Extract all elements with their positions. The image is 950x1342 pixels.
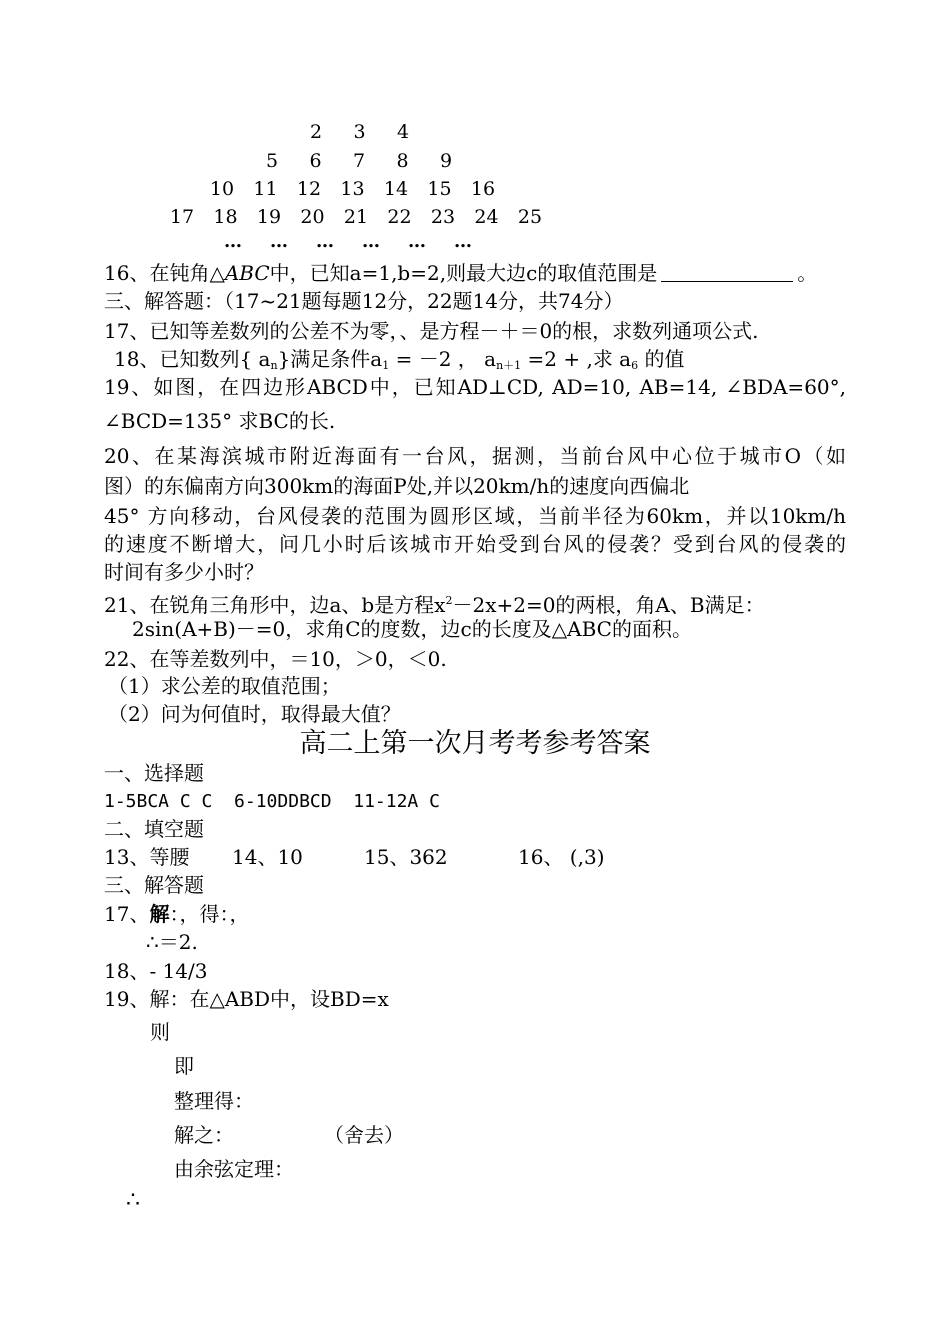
triangle-number: 15 — [427, 178, 452, 200]
triangle-number: 25 — [517, 206, 543, 228]
triangle-number: 3 — [353, 121, 366, 143]
answer-18: 18、- 14/3 — [104, 959, 208, 983]
answer-19-therefore: ∴ — [126, 1188, 140, 1213]
question-19-line-2: ∠BCD=135° 求BC的长. — [104, 409, 336, 433]
answer-19-yuxian: 由余弦定理： — [174, 1157, 294, 1181]
triangle-number: 6 — [309, 150, 322, 172]
question-18: 18、已知数列{ $a_n$}满足条件$a_1 = -2$ ， $a_{n+1} =2$ + ,求 $a_6$ 的值 — [114, 347, 685, 372]
triangle-ellipsis: … — [224, 231, 243, 252]
question-20-line-2: 图）的东偏南方向300km的海面P处,并以20km/h的速度向西偏北 — [104, 474, 690, 498]
question-20-line-5: 时间有多少小时？ — [104, 560, 264, 584]
triangle-number: 17 — [169, 206, 195, 228]
question-20-line-3: 45° 方向移动，台风侵袭的范围为圆形区域，当前半径为60km，并以10km/h — [104, 504, 846, 528]
triangle-number: 10 — [209, 178, 235, 200]
fill-answer-13: 13、等腰 — [104, 845, 190, 869]
question-20-line-4: 的速度不断增大，问几小时后该城市开始受到台风的侵袭？受到台风的侵袭的 — [104, 532, 846, 556]
answer-19-ze: 则 — [150, 1020, 170, 1044]
triangle-number: 22 — [387, 206, 412, 228]
answer-19-jiezhi: 解之： — [174, 1123, 234, 1147]
answer-section-1: 一、选择题 — [104, 761, 204, 785]
fill-answer-14: 14、10 — [232, 845, 303, 869]
answer-19-ji: 即 — [174, 1054, 194, 1078]
triangle-number: 11 — [253, 178, 278, 200]
question-16: 16、在钝角△ABC中，已知a=1,b=2,则最大边c的取值范围是 。 — [104, 261, 818, 285]
triangle-number: 16 — [470, 178, 496, 200]
answer-key-title: 高二上第一次月考考参考答案 — [299, 728, 651, 759]
answer-section-2: 二、填空题 — [104, 817, 204, 841]
fill-answer-15: 15、362 — [364, 845, 448, 869]
triangle-ellipsis: … — [362, 231, 381, 252]
triangle-number: 13 — [340, 178, 365, 200]
question-21-line-2: 2sin(A+B)－=0，求角C的度数，边c的长度及△ABC的面积。 — [132, 617, 692, 641]
answer-17-line-1: 17、解：，得：， — [104, 902, 250, 926]
triangle-number: 12 — [296, 178, 322, 200]
triangle-number: 23 — [430, 206, 456, 228]
answer-19-zhengli: 整理得： — [174, 1089, 254, 1113]
answer-17-line-2: ∴＝2. — [146, 930, 198, 954]
question-17: 17、已知等差数列的公差不为零，、是方程－＋＝0的根，求数列通项公式. — [104, 319, 759, 343]
question-19-line-1: 19、如图，在四边形ABCD中，已知AD⊥CD, AD=10, AB=14, ∠BDA=60°, — [104, 375, 846, 399]
triangle-number: 20 — [300, 206, 325, 228]
triangle-number: 7 — [352, 150, 366, 172]
question-21-line-1: 21、在锐角三角形中，边a、b是方程$x^2-2x+2=0$的两根，角A、B满足： — [104, 593, 765, 617]
section-3-header: 三、解答题：（17~21题每题12分，22题14分，共74分） — [104, 289, 624, 313]
answer-19-line-1: 19、解：在△ABD中，设BD=x — [104, 987, 389, 1011]
triangle-number: 5 — [265, 150, 279, 172]
triangle-number: 21 — [343, 206, 369, 228]
question-22-line-3: （2）问为何值时，取得最大值？ — [108, 702, 401, 726]
triangle-number: 19 — [256, 206, 282, 228]
question-20-line-1: 20、在某海滨城市附近海面有一台风，据测，当前台风中心位于城市O（如 — [104, 444, 846, 468]
triangle-number: 4 — [396, 121, 410, 143]
question-22-line-2: （1）求公差的取值范围； — [108, 674, 341, 698]
triangle-ellipsis: … — [454, 231, 473, 252]
triangle-number: 8 — [396, 150, 409, 172]
fill-answer-16: 16、 (,3) — [518, 845, 605, 869]
triangle-ellipsis: … — [408, 231, 427, 252]
triangle-number: 18 — [213, 206, 238, 228]
question-22-line-1: 22、在等差数列中，＝10，＞0，＜0. — [104, 647, 447, 671]
triangle-number: 24 — [474, 206, 499, 228]
choice-answers: 1-5BCA C C 6-10DDBCD 11-12A C — [104, 791, 440, 812]
triangle-number: 9 — [439, 150, 453, 172]
triangle-ellipsis: … — [270, 231, 289, 252]
answer-section-3: 三、解答题 — [104, 873, 204, 897]
triangle-number: 14 — [383, 178, 409, 200]
triangle-ellipsis: … — [316, 231, 335, 252]
triangle-number: 2 — [309, 121, 323, 143]
answer-blank — [661, 261, 793, 282]
answer-19-sheqv: （舍去） — [324, 1123, 404, 1147]
